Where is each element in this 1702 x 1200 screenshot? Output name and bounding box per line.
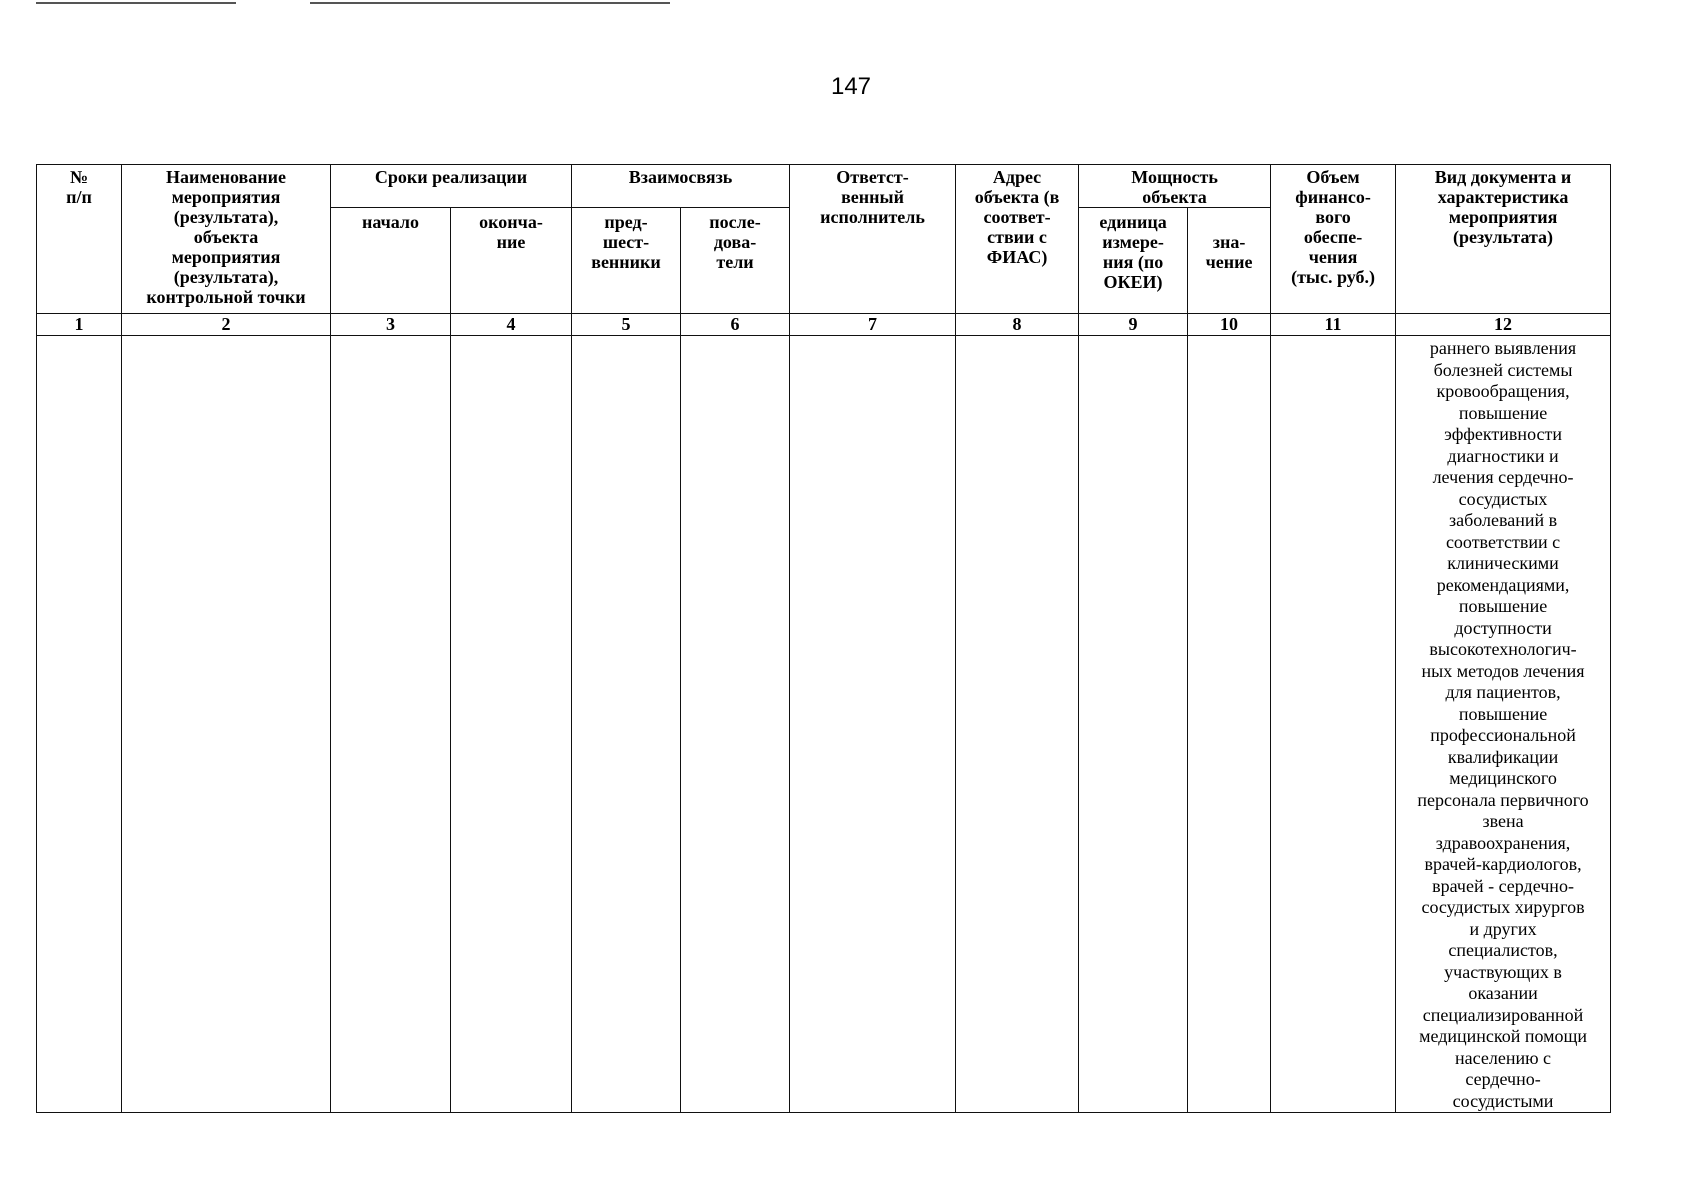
cell-unit-of-measure bbox=[1079, 336, 1188, 1113]
column-number: 6 bbox=[681, 314, 790, 336]
header-predecessors: пред- шест- венники bbox=[572, 208, 681, 314]
header-successors: после- дова- тели bbox=[681, 208, 790, 314]
column-number: 7 bbox=[790, 314, 956, 336]
cell-document-characteristic: раннего выявления болезней системы кровообращения, повышение эффективности диагностики и лечения сердечно- сосудистых заболеваний в соответствии с клиническими рекомендациями, повышение доступности высокотехнологич- ных методов лечения для пациентов, повышение профессиональной квалификации медицинского персонала первичного звена здравоохранения, врачей-кардиологов, врачей - сердечно- сосудистых хирургов и других специалистов, участвующих в оказании специализированной медицинской помощи населению с сердечно- сосудистыми bbox=[1396, 336, 1611, 1113]
column-number: 10 bbox=[1188, 314, 1271, 336]
header-document-type: Вид документа и характеристика мероприятия (результата) bbox=[1396, 165, 1611, 314]
cell-number bbox=[37, 336, 122, 1113]
header-start: начало bbox=[331, 208, 451, 314]
column-number: 2 bbox=[122, 314, 331, 336]
column-number: 5 bbox=[572, 314, 681, 336]
cell-funding-volume bbox=[1271, 336, 1396, 1113]
column-number: 8 bbox=[956, 314, 1079, 336]
column-number-row bbox=[37, 314, 1611, 336]
column-number: 11 bbox=[1271, 314, 1396, 336]
page-number: 147 bbox=[830, 73, 872, 100]
column-number: 9 bbox=[1079, 314, 1188, 336]
header-funding-volume: Объем финансо- вого обеспе- чения (тыс. руб.) bbox=[1271, 165, 1396, 314]
cell-measure-name bbox=[122, 336, 331, 1113]
table-row bbox=[37, 336, 1611, 1113]
header-object-address: Адрес объекта (в соответ- ствии с ФИАС) bbox=[956, 165, 1079, 314]
header-measure-name: Наименование мероприятия (результата), объекта мероприятия (результата), контрольной точки bbox=[122, 165, 331, 314]
column-number: 4 bbox=[451, 314, 572, 336]
scan-artifact-line bbox=[36, 2, 236, 4]
table-header-row-1 bbox=[37, 165, 1611, 208]
column-number: 12 bbox=[1396, 314, 1611, 336]
header-interrelation: Взаимосвязь bbox=[572, 165, 790, 208]
cell-value bbox=[1188, 336, 1271, 1113]
cell-object-address bbox=[956, 336, 1079, 1113]
header-unit-of-measure: единица измере- ния (по ОКЕИ) bbox=[1079, 208, 1188, 314]
header-implementation-terms: Сроки реализации bbox=[331, 165, 572, 208]
header-end: оконча- ние bbox=[451, 208, 572, 314]
cell-end bbox=[451, 336, 572, 1113]
column-number: 3 bbox=[331, 314, 451, 336]
cell-predecessors bbox=[572, 336, 681, 1113]
header-object-capacity: Мощность объекта bbox=[1079, 165, 1271, 208]
cell-successors bbox=[681, 336, 790, 1113]
cell-start bbox=[331, 336, 451, 1113]
scan-artifact-line bbox=[310, 2, 670, 4]
header-number: № п/п bbox=[37, 165, 122, 314]
header-value: зна- чение bbox=[1188, 208, 1271, 314]
header-responsible-executor: Ответст- венный исполнитель bbox=[790, 165, 956, 314]
cell-responsible-executor bbox=[790, 336, 956, 1113]
column-number: 1 bbox=[37, 314, 122, 336]
measures-table bbox=[36, 164, 1611, 1113]
